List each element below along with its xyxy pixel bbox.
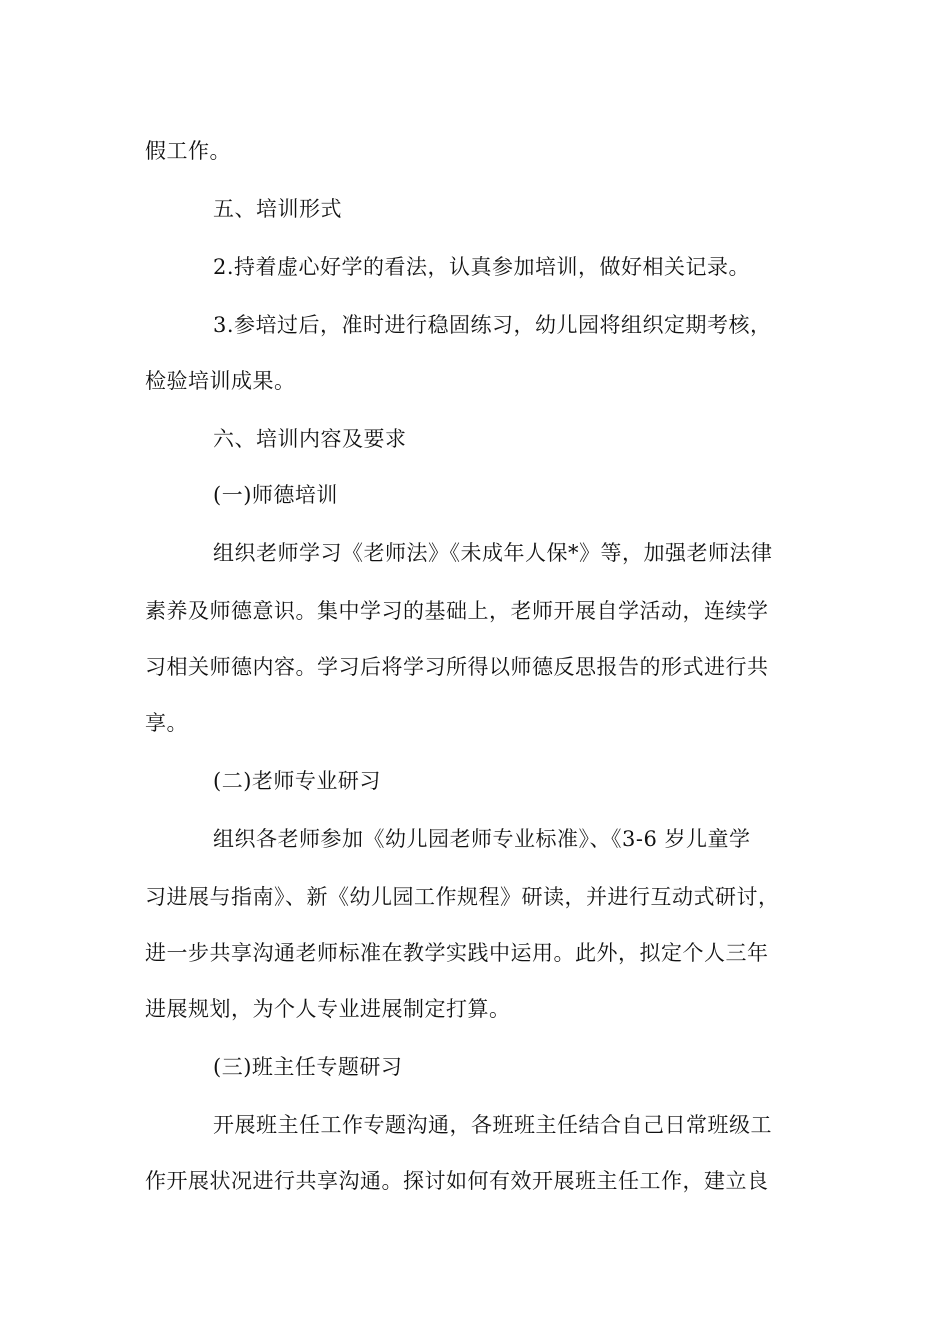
text-line-3: 2.持着虚心好学的看法，认真参加培训，做好相关记录。 (213, 255, 751, 279)
text-line-16: 进展规划，为个人专业进展制定打算。 (145, 997, 511, 1021)
subsection-heading-2: (二)老师专业研习 (213, 769, 381, 793)
text-line-8: 组织老师学习《老师法》《未成年人保*》等，加强老师法律 (213, 541, 773, 565)
text-line-15: 进一步共享沟通老师标准在教学实践中运用。此外，拟定个人三年 (145, 941, 769, 965)
text-line-14: 习进展与指南》、新《幼儿园工作规程》研读，并进行互动式研讨， (145, 885, 780, 909)
text-line-5: 检验培训成果。 (145, 369, 296, 393)
text-line-18: 开展班主任工作专题沟通，各班班主任结合自己日常班级工 (213, 1113, 772, 1137)
subsection-heading-3: (三)班主任专题研习 (213, 1055, 403, 1079)
section-heading-6: 六、培训内容及要求 (213, 427, 407, 451)
text-line-11: 享。 (145, 711, 188, 735)
subsection-heading-1: (一)师德培训 (213, 483, 338, 507)
text-line-9: 素养及师德意识。集中学习的基础上，老师开展自学活动，连续学 (145, 599, 769, 623)
section-heading-5: 五、培训形式 (213, 197, 342, 221)
text-line-10: 习相关师德内容。学习后将学习所得以师德反思报告的形式进行共 (145, 655, 769, 679)
text-line-4: 3.参培过后，准时进行稳固练习，幼儿园将组织定期考核， (213, 313, 772, 337)
text-line-1: 假工作。 (145, 139, 231, 163)
text-line-13: 组织各老师参加《幼儿园老师专业标准》、《3-6 岁儿童学 (213, 827, 751, 851)
text-line-19: 作开展状况进行共享沟通。探讨如何有效开展班主任工作，建立良 (145, 1169, 769, 1193)
